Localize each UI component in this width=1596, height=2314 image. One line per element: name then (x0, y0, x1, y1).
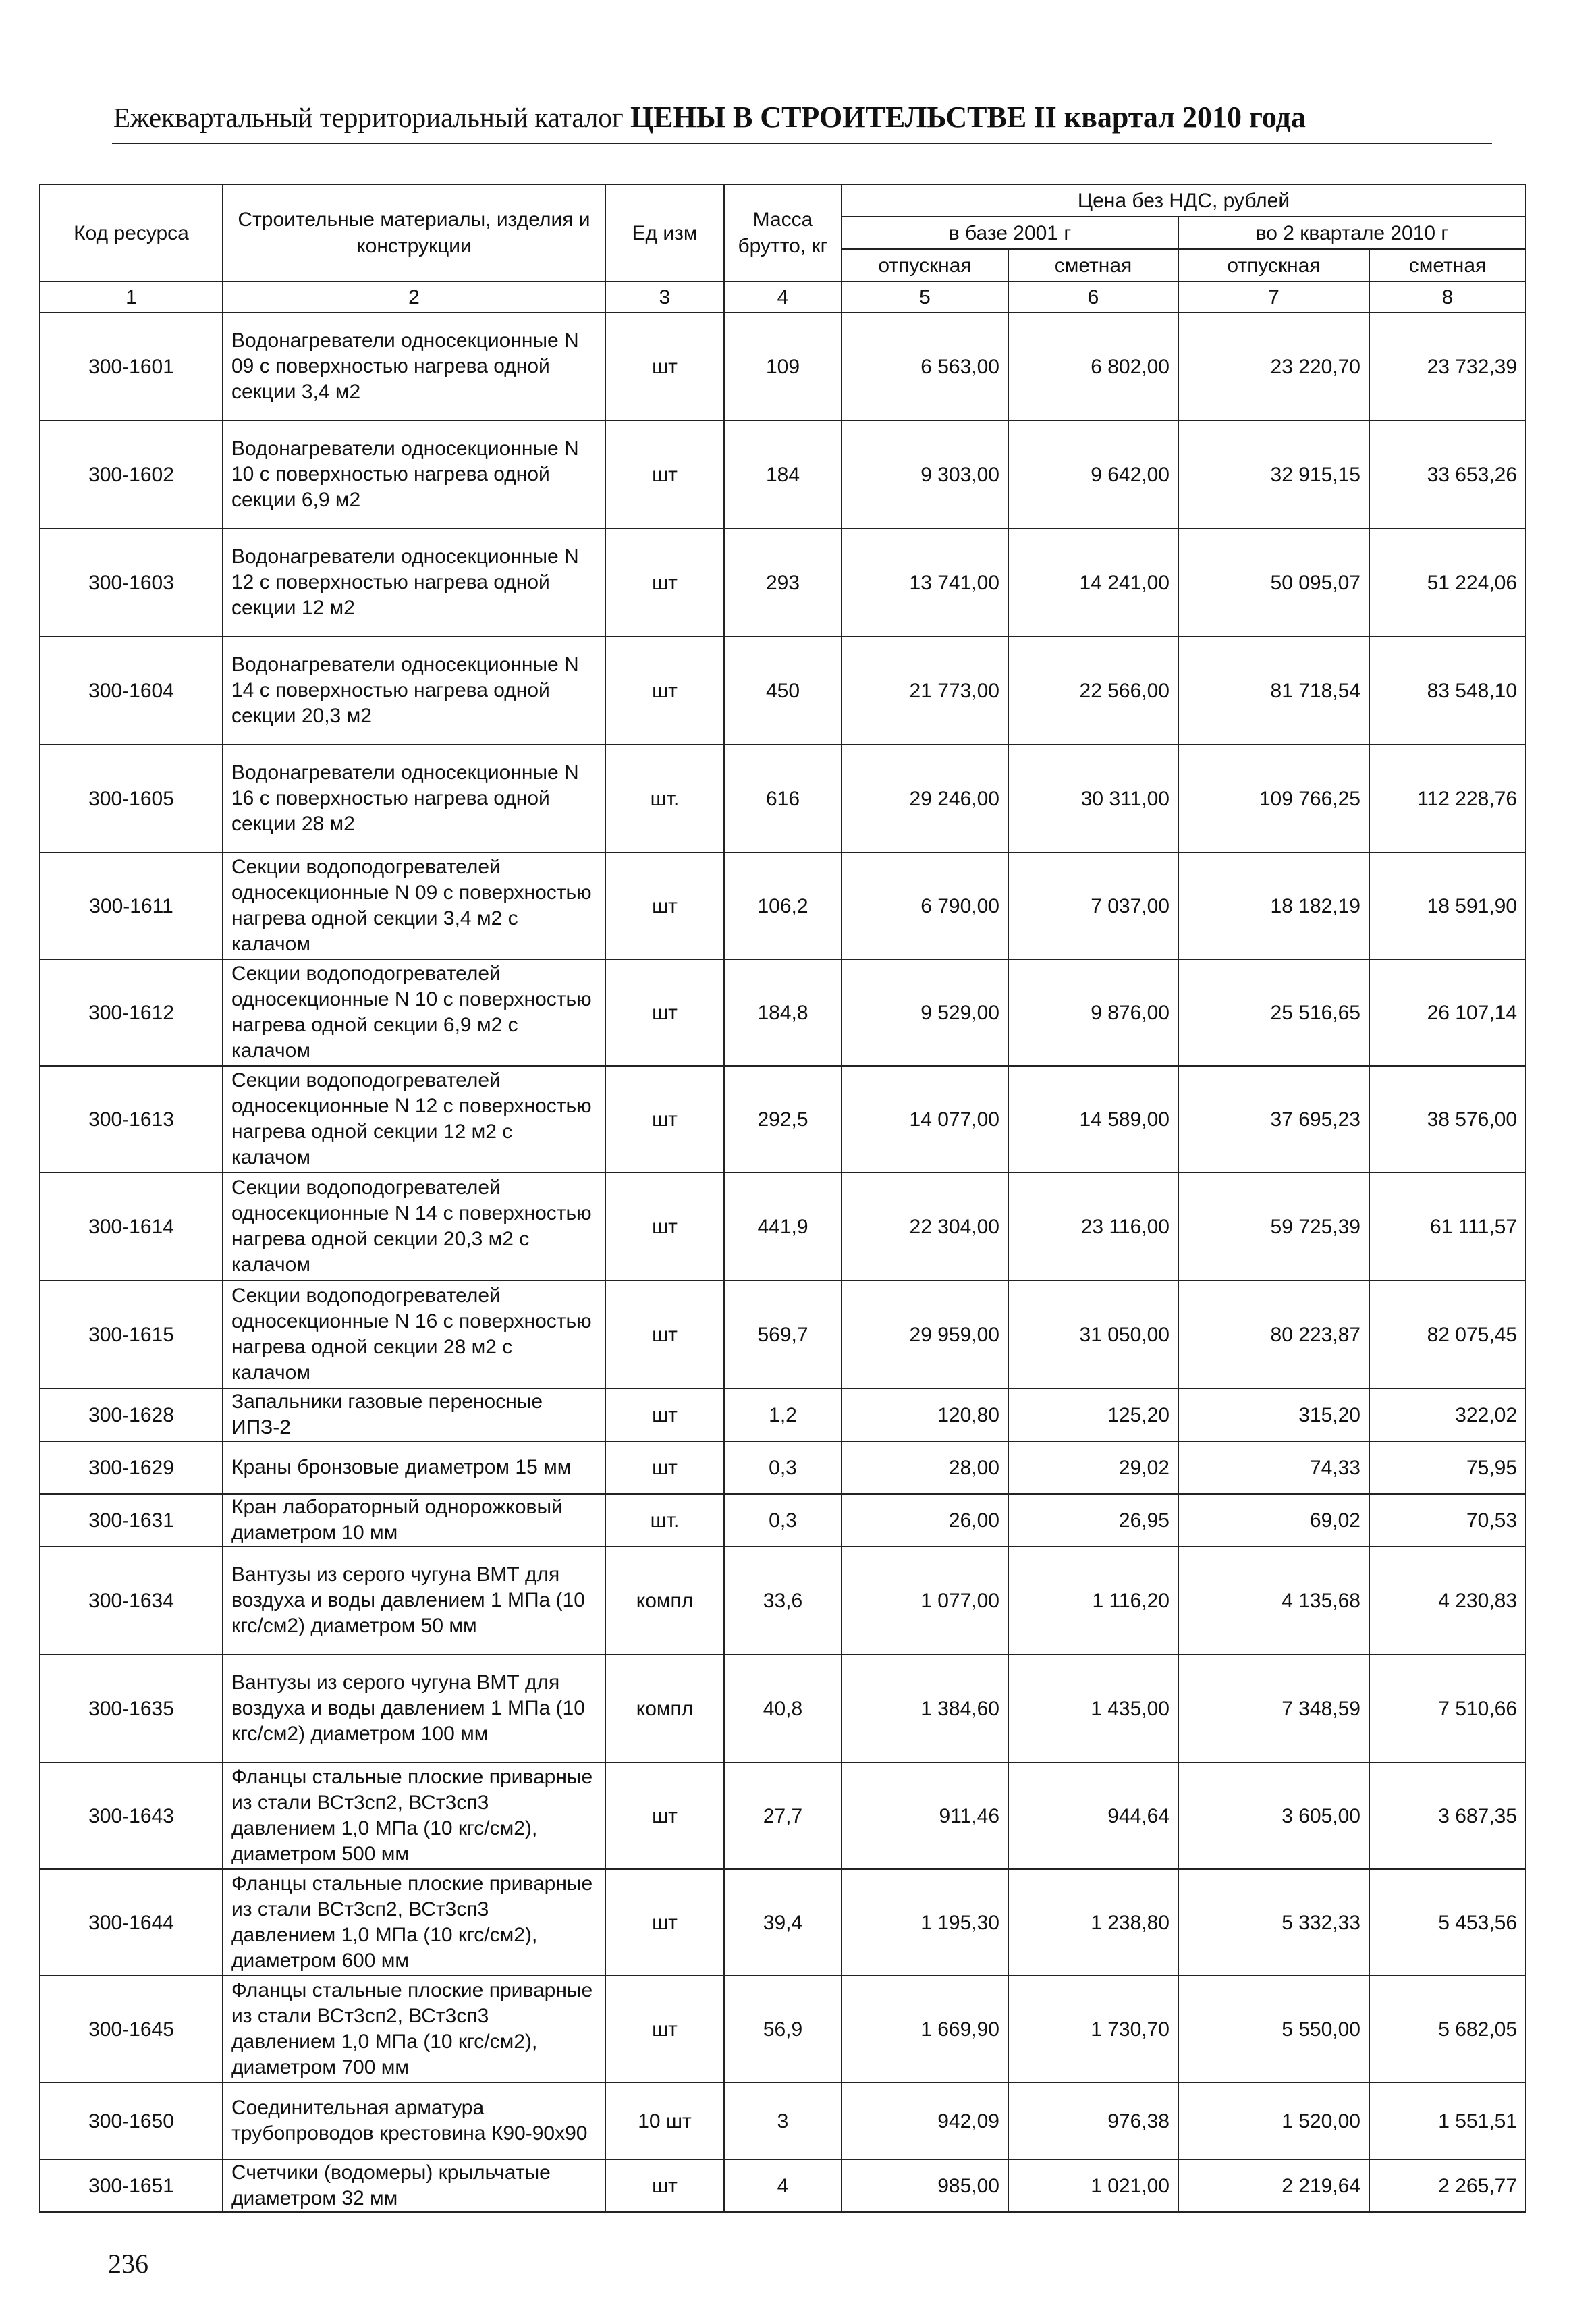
row-name: Секции водоподогревателей односекционные N 10 с поверхностью нагрева одной секции 6,9 м2 с калачом (223, 959, 605, 1066)
table-row (40, 1654, 1526, 1763)
row-current-estimate-price: 4 230,83 (1369, 1546, 1526, 1654)
row-current-sale-price: 5 550,00 (1178, 1976, 1369, 2082)
row-code: 300-1603 (40, 529, 223, 637)
row-code: 300-1634 (40, 1546, 223, 1654)
table-row (40, 1494, 1526, 1546)
row-mass: 3 (724, 2082, 842, 2159)
header-current-estimate: сметная (1369, 249, 1526, 281)
table-row (40, 1389, 1526, 1441)
row-base-estimate-price: 6 802,00 (1008, 313, 1178, 421)
table-row (40, 1546, 1526, 1654)
row-base-estimate-price: 944,64 (1008, 1763, 1178, 1869)
row-code: 300-1615 (40, 1281, 223, 1389)
row-current-sale-price: 3 605,00 (1178, 1763, 1369, 1869)
row-name: Секции водоподогревателей односекционные N 09 с поверхностью нагрева одной секции 3,4 м2 с калачом (223, 853, 605, 959)
row-unit: шт (605, 1173, 724, 1281)
row-base-sale-price: 911,46 (842, 1763, 1008, 1869)
row-base-estimate-price: 1 238,80 (1008, 1869, 1178, 1976)
row-base-estimate-price: 30 311,00 (1008, 745, 1178, 853)
row-base-sale-price: 1 669,90 (842, 1976, 1008, 2082)
row-base-sale-price: 22 304,00 (842, 1173, 1008, 1281)
row-current-sale-price: 32 915,15 (1178, 421, 1369, 529)
row-current-sale-price: 69,02 (1178, 1494, 1369, 1546)
row-name: Секции водоподогревателей односекционные N 14 с поверхностью нагрева одной секции 20,3 м2 с калачом (223, 1173, 605, 1281)
row-base-sale-price: 9 529,00 (842, 959, 1008, 1066)
column-number: 1 (40, 281, 223, 313)
row-current-sale-price: 80 223,87 (1178, 1281, 1369, 1389)
row-base-estimate-price: 7 037,00 (1008, 853, 1178, 959)
row-base-sale-price: 26,00 (842, 1494, 1008, 1546)
row-current-sale-price: 5 332,33 (1178, 1869, 1369, 1976)
row-mass: 441,9 (724, 1173, 842, 1281)
page-header (113, 103, 1463, 132)
row-unit: шт (605, 853, 724, 959)
row-unit: шт (605, 959, 724, 1066)
row-name: Водонагреватели односекционные N 10 с поверхностью нагрева одной секции 6,9 м2 (223, 421, 605, 529)
row-base-sale-price: 985,00 (842, 2159, 1008, 2212)
row-base-estimate-price: 1 021,00 (1008, 2159, 1178, 2212)
header-current-sale: отпускная (1178, 249, 1369, 281)
row-mass: 33,6 (724, 1546, 842, 1654)
table-row (40, 745, 1526, 853)
row-unit: шт. (605, 1494, 724, 1546)
row-name: Кран лабораторный однорожковый диаметром 10 мм (223, 1494, 605, 1546)
row-mass: 0,3 (724, 1494, 842, 1546)
row-current-estimate-price: 51 224,06 (1369, 529, 1526, 637)
row-unit: шт (605, 1066, 724, 1173)
row-unit: шт (605, 421, 724, 529)
row-name: Вантузы из серого чугуна ВМТ для воздуха и воды давлением 1 МПа (10 кгс/см2) диаметром 50 мм (223, 1546, 605, 1654)
table-row (40, 1066, 1526, 1173)
row-current-estimate-price: 23 732,39 (1369, 313, 1526, 421)
row-code: 300-1605 (40, 745, 223, 853)
row-name: Вантузы из серого чугуна ВМТ для воздуха и воды давлением 1 МПа (10 кгс/см2) диаметром 100 мм (223, 1654, 605, 1763)
row-mass: 616 (724, 745, 842, 853)
row-code: 300-1602 (40, 421, 223, 529)
table-body (40, 313, 1526, 2212)
row-current-sale-price: 2 219,64 (1178, 2159, 1369, 2212)
row-unit: шт (605, 1281, 724, 1389)
table-row (40, 2159, 1526, 2212)
row-current-estimate-price: 5 682,05 (1369, 1976, 1526, 2082)
row-current-estimate-price: 7 510,66 (1369, 1654, 1526, 1763)
row-base-sale-price: 120,80 (842, 1389, 1008, 1441)
row-unit: шт (605, 2159, 724, 2212)
row-base-estimate-price: 14 241,00 (1008, 529, 1178, 637)
row-code: 300-1614 (40, 1173, 223, 1281)
row-unit: шт (605, 1441, 724, 1494)
row-code: 300-1644 (40, 1869, 223, 1976)
row-mass: 106,2 (724, 853, 842, 959)
row-base-estimate-price: 14 589,00 (1008, 1066, 1178, 1173)
header-current-2010: во 2 квартале 2010 г (1178, 217, 1526, 249)
row-current-estimate-price: 38 576,00 (1369, 1066, 1526, 1173)
row-name: Краны бронзовые диаметром 15 мм (223, 1441, 605, 1494)
header-name: Строительные материалы, изделия и конструкции (223, 184, 605, 281)
row-current-sale-price: 7 348,59 (1178, 1654, 1369, 1763)
row-current-sale-price: 4 135,68 (1178, 1546, 1369, 1654)
row-base-estimate-price: 22 566,00 (1008, 637, 1178, 745)
table-row (40, 959, 1526, 1066)
row-code: 300-1628 (40, 1389, 223, 1441)
header-unit: Ед изм (605, 184, 724, 281)
row-unit: шт (605, 637, 724, 745)
row-unit: шт. (605, 745, 724, 853)
row-current-estimate-price: 75,95 (1369, 1441, 1526, 1494)
row-current-estimate-price: 1 551,51 (1369, 2082, 1526, 2159)
table-row (40, 529, 1526, 637)
table-row (40, 313, 1526, 421)
column-number: 5 (842, 281, 1008, 313)
row-name: Запальники газовые переносные ИПЗ-2 (223, 1389, 605, 1441)
row-mass: 293 (724, 529, 842, 637)
row-name: Секции водоподогревателей односекционные N 16 с поверхностью нагрева одной секции 28 м2 с калачом (223, 1281, 605, 1389)
row-name: Водонагреватели односекционные N 12 с поверхностью нагрева одной секции 12 м2 (223, 529, 605, 637)
row-current-estimate-price: 18 591,90 (1369, 853, 1526, 959)
row-unit: 10 шт (605, 2082, 724, 2159)
row-mass: 27,7 (724, 1763, 842, 1869)
row-base-sale-price: 6 790,00 (842, 853, 1008, 959)
row-base-sale-price: 6 563,00 (842, 313, 1008, 421)
row-current-sale-price: 18 182,19 (1178, 853, 1369, 959)
row-unit: шт (605, 313, 724, 421)
row-name: Фланцы стальные плоские приварные из стали ВСт3сп2, ВСт3сп3 давлением 1,0 МПа (10 кгс/см2), диаметром 700 мм (223, 1976, 605, 2082)
row-base-estimate-price: 976,38 (1008, 2082, 1178, 2159)
row-base-sale-price: 14 077,00 (842, 1066, 1008, 1173)
table-row (40, 1441, 1526, 1494)
column-number: 4 (724, 281, 842, 313)
row-base-sale-price: 1 384,60 (842, 1654, 1008, 1763)
row-code: 300-1601 (40, 313, 223, 421)
row-current-estimate-price: 83 548,10 (1369, 637, 1526, 745)
header-code: Код ресурса (40, 184, 223, 281)
row-base-sale-price: 9 303,00 (842, 421, 1008, 529)
row-code: 300-1611 (40, 853, 223, 959)
header-rule (112, 143, 1492, 144)
row-base-estimate-price: 1 435,00 (1008, 1654, 1178, 1763)
row-current-sale-price: 74,33 (1178, 1441, 1369, 1494)
row-mass: 56,9 (724, 1976, 842, 2082)
row-mass: 292,5 (724, 1066, 842, 1173)
row-mass: 39,4 (724, 1869, 842, 1976)
row-base-estimate-price: 125,20 (1008, 1389, 1178, 1441)
row-name: Водонагреватели односекционные N 09 с поверхностью нагрева одной секции 3,4 м2 (223, 313, 605, 421)
row-current-sale-price: 59 725,39 (1178, 1173, 1369, 1281)
table-row (40, 1869, 1526, 1976)
table-row (40, 1281, 1526, 1389)
row-base-sale-price: 1 195,30 (842, 1869, 1008, 1976)
row-code: 300-1635 (40, 1654, 223, 1763)
row-mass: 569,7 (724, 1281, 842, 1389)
row-current-sale-price: 50 095,07 (1178, 529, 1369, 637)
column-number: 3 (605, 281, 724, 313)
column-number: 6 (1008, 281, 1178, 313)
table-row (40, 637, 1526, 745)
row-mass: 184,8 (724, 959, 842, 1066)
row-current-sale-price: 25 516,65 (1178, 959, 1369, 1066)
row-mass: 0,3 (724, 1441, 842, 1494)
row-code: 300-1604 (40, 637, 223, 745)
row-code: 300-1651 (40, 2159, 223, 2212)
header-prefix: Ежеквартальный территориальный каталог (113, 102, 624, 133)
header-base-estimate: сметная (1008, 249, 1178, 281)
row-code: 300-1650 (40, 2082, 223, 2159)
row-unit: шт (605, 1976, 724, 2082)
column-numbers-row (40, 281, 1526, 313)
page-number: 236 (108, 2249, 148, 2279)
row-name: Фланцы стальные плоские приварные из стали ВСт3сп2, ВСт3сп3 давлением 1,0 МПа (10 кгс/см2), диаметром 600 мм (223, 1869, 605, 1976)
row-current-estimate-price: 3 687,35 (1369, 1763, 1526, 1869)
row-name: Водонагреватели односекционные N 14 с поверхностью нагрева одной секции 20,3 м2 (223, 637, 605, 745)
table-row (40, 1173, 1526, 1281)
row-mass: 109 (724, 313, 842, 421)
column-number: 7 (1178, 281, 1369, 313)
price-table (39, 184, 1526, 2213)
row-current-estimate-price: 61 111,57 (1369, 1173, 1526, 1281)
row-code: 300-1629 (40, 1441, 223, 1494)
row-base-sale-price: 29 246,00 (842, 745, 1008, 853)
row-current-estimate-price: 112 228,76 (1369, 745, 1526, 853)
row-mass: 184 (724, 421, 842, 529)
header-base-sale: отпускная (842, 249, 1008, 281)
row-base-estimate-price: 23 116,00 (1008, 1173, 1178, 1281)
row-base-sale-price: 21 773,00 (842, 637, 1008, 745)
row-current-sale-price: 37 695,23 (1178, 1066, 1369, 1173)
row-base-sale-price: 942,09 (842, 2082, 1008, 2159)
row-base-estimate-price: 29,02 (1008, 1441, 1178, 1494)
row-mass: 450 (724, 637, 842, 745)
row-name: Счетчики (водомеры) крыльчатые диаметром 32 мм (223, 2159, 605, 2212)
row-mass: 40,8 (724, 1654, 842, 1763)
row-name: Соединительная арматура трубопроводов крестовина К90-90х90 (223, 2082, 605, 2159)
header-title: ЦЕНЫ В СТРОИТЕЛЬСТВЕ (630, 101, 1027, 134)
row-base-estimate-price: 1 116,20 (1008, 1546, 1178, 1654)
row-unit: шт (605, 529, 724, 637)
row-mass: 1,2 (724, 1389, 842, 1441)
header-base-2001: в базе 2001 г (842, 217, 1178, 249)
row-base-sale-price: 13 741,00 (842, 529, 1008, 637)
row-current-sale-price: 81 718,54 (1178, 637, 1369, 745)
row-name: Фланцы стальные плоские приварные из стали ВСт3сп2, ВСт3сп3 давлением 1,0 МПа (10 кгс/см2), диаметром 500 мм (223, 1763, 605, 1869)
row-unit: шт (605, 1763, 724, 1869)
table-row (40, 2082, 1526, 2159)
row-mass: 4 (724, 2159, 842, 2212)
table-row (40, 1763, 1526, 1869)
row-current-estimate-price: 82 075,45 (1369, 1281, 1526, 1389)
table-row (40, 853, 1526, 959)
row-current-estimate-price: 70,53 (1369, 1494, 1526, 1546)
row-unit: шт (605, 1389, 724, 1441)
row-code: 300-1612 (40, 959, 223, 1066)
row-base-estimate-price: 26,95 (1008, 1494, 1178, 1546)
row-current-estimate-price: 33 653,26 (1369, 421, 1526, 529)
row-current-sale-price: 1 520,00 (1178, 2082, 1369, 2159)
column-number: 8 (1369, 281, 1526, 313)
row-base-sale-price: 1 077,00 (842, 1546, 1008, 1654)
row-base-estimate-price: 9 876,00 (1008, 959, 1178, 1066)
row-unit: шт (605, 1869, 724, 1976)
table-header (40, 184, 1526, 313)
row-base-estimate-price: 1 730,70 (1008, 1976, 1178, 2082)
column-number: 2 (223, 281, 605, 313)
table-row (40, 1976, 1526, 2082)
row-base-sale-price: 28,00 (842, 1441, 1008, 1494)
row-name: Водонагреватели односекционные N 16 с поверхностью нагрева одной секции 28 м2 (223, 745, 605, 853)
row-current-sale-price: 109 766,25 (1178, 745, 1369, 853)
row-current-estimate-price: 2 265,77 (1369, 2159, 1526, 2212)
row-code: 300-1643 (40, 1763, 223, 1869)
header-price-group: Цена без НДС, рублей (842, 184, 1526, 217)
header-mass: Масса брутто, кг (724, 184, 842, 281)
row-code: 300-1631 (40, 1494, 223, 1546)
row-current-sale-price: 315,20 (1178, 1389, 1369, 1441)
header-period: II квартал 2010 года (1033, 101, 1306, 134)
row-name: Секции водоподогревателей односекционные N 12 с поверхностью нагрева одной секции 12 м2 с калачом (223, 1066, 605, 1173)
row-unit: компл (605, 1654, 724, 1763)
row-code: 300-1613 (40, 1066, 223, 1173)
row-current-estimate-price: 5 453,56 (1369, 1869, 1526, 1976)
row-current-sale-price: 23 220,70 (1178, 313, 1369, 421)
row-unit: компл (605, 1546, 724, 1654)
row-base-estimate-price: 9 642,00 (1008, 421, 1178, 529)
row-base-estimate-price: 31 050,00 (1008, 1281, 1178, 1389)
row-code: 300-1645 (40, 1976, 223, 2082)
row-base-sale-price: 29 959,00 (842, 1281, 1008, 1389)
table-row (40, 421, 1526, 529)
row-current-estimate-price: 322,02 (1369, 1389, 1526, 1441)
row-current-estimate-price: 26 107,14 (1369, 959, 1526, 1066)
